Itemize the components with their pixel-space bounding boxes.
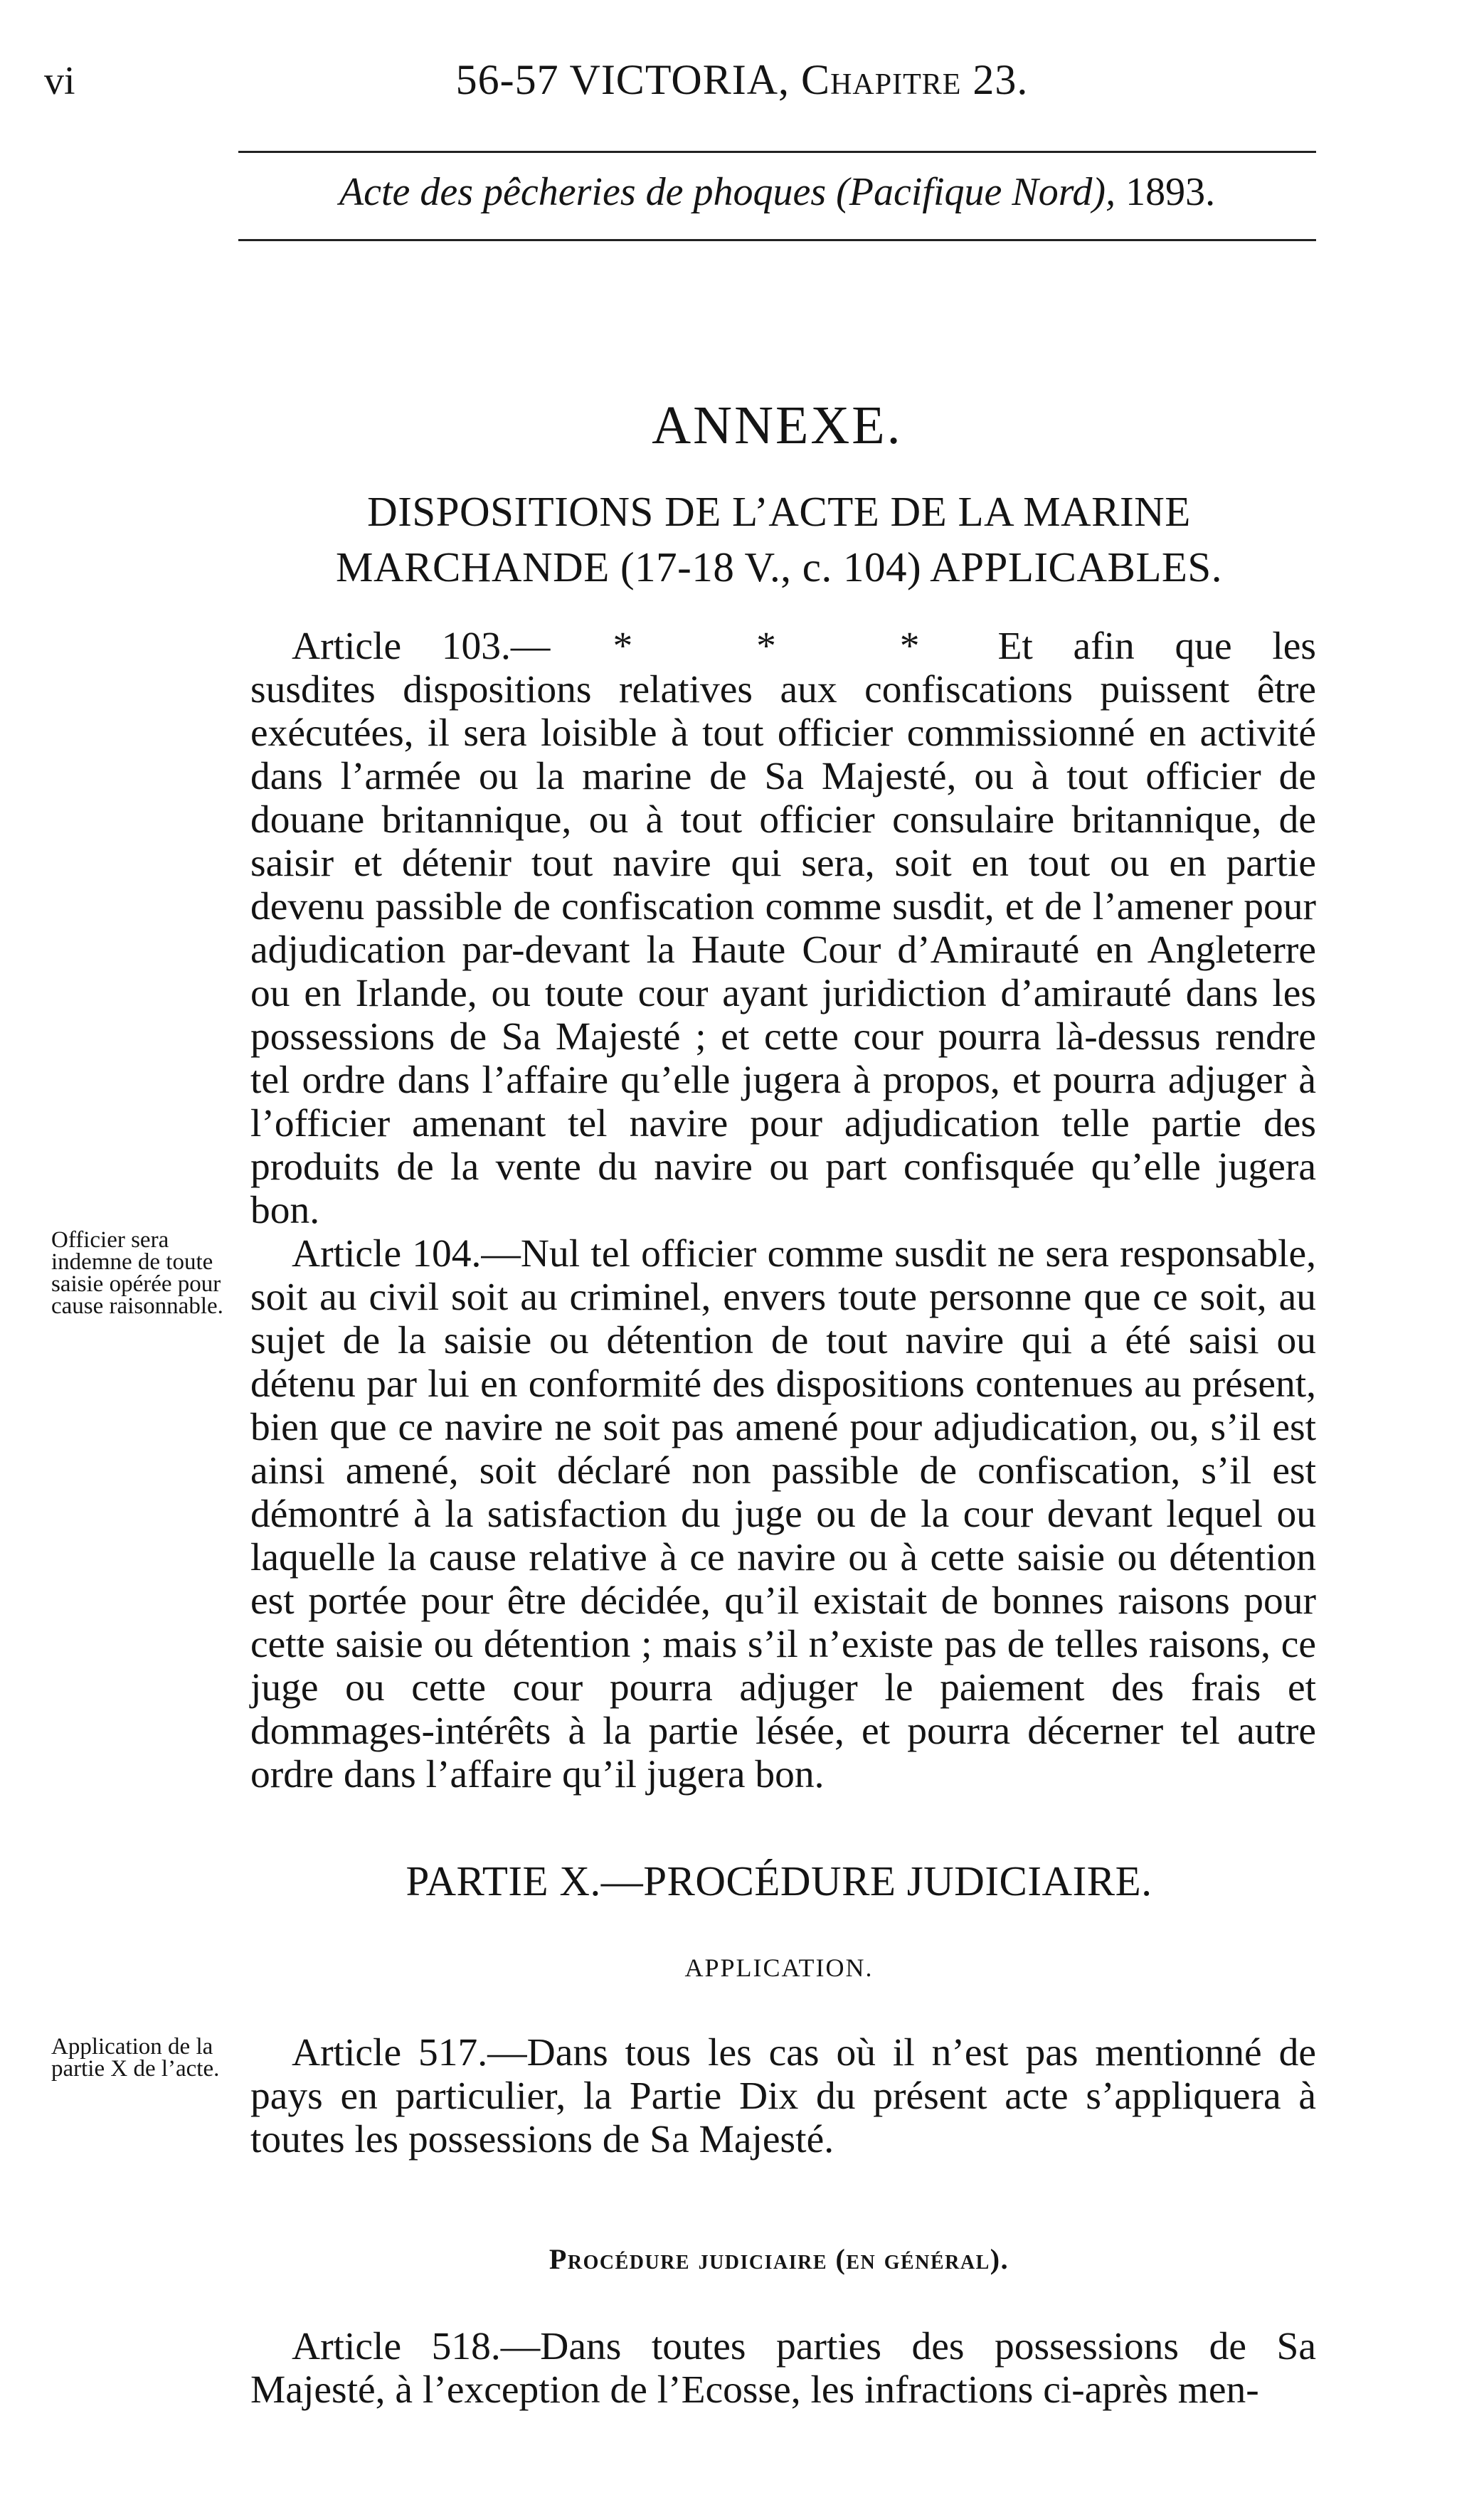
article-518 bbox=[250, 2325, 1316, 2412]
article-517 bbox=[250, 2031, 1316, 2161]
article-104 bbox=[250, 1232, 1316, 1796]
bottom-rule bbox=[238, 239, 1316, 241]
article-517-text: Article 517.—Dans tous les cas où il n’est pas mentionné de pays en particulier, la Partie Dix du présent acte s’appliquera à toutes les possessions de Sa Majesté. bbox=[250, 2031, 1316, 2161]
top-rule bbox=[238, 151, 1316, 153]
application-subheading: APPLICATION. bbox=[684, 1954, 874, 1982]
running-head-main: 56-57 VICTORIA, bbox=[455, 56, 802, 103]
act-title-year: 1893. bbox=[1125, 170, 1216, 214]
ellipsis-stars: * * * bbox=[613, 625, 977, 668]
running-head bbox=[0, 55, 1484, 105]
partie-x-title: PARTIE X.—PROCÉDURE JUDICIAIRE. bbox=[406, 1857, 1152, 1904]
article-518-text: Article 518.—Dans toutes parties des possessions de Sa Majesté, à l’exception de l’Ecosse, les infractions ci-après men- bbox=[250, 2325, 1316, 2412]
margin-note-article-104: Officier sera indemne de toute saisie opérée pour cause raisonnable. bbox=[51, 1227, 223, 1319]
article-103-lead: Article 103.— bbox=[292, 625, 551, 668]
running-head-chapter: Chapitre 23. bbox=[801, 56, 1029, 103]
procedure-generale-subheading: Procédure judiciaire (en général). bbox=[548, 2243, 1009, 2275]
article-103 bbox=[250, 625, 1316, 1232]
annexe-title: ANNEXE. bbox=[652, 396, 903, 455]
margin-note-article-517: Application de la partie X de l’acte. bbox=[51, 2034, 220, 2082]
annexe-subtitle: DISPOSITIONS DE L’ACTE DE LA MARINE MARCHANDE (17-18 V., c. 104) APPLICABLES. bbox=[336, 488, 1222, 590]
article-104-text: Article 104.—Nul tel officier comme susdit ne sera responsable, soit au civil soit au criminel, envers toute personne que ce soit, au sujet de la saisie ou détention de tout navire qui a été saisi ou détenu par lui en conformité des dispositions contenues au présent, bien que ce navire ne soit pas amené pour adjudication, ou, s’il est ainsi amené, soit déclaré non passible de confiscation, s’il est démontré à la satisfaction du juge ou de la cour devant lequel ou laquelle la cause relative à ce navire ou à cette saisie ou détention est portée pour être décidée, qu’il existait de bonnes raisons pour cette saisie ou détention ; mais s’il n’existe pas de telles raisons, ce juge ou cette cour pourra adjuger le paiement des frais et dommages-intérêts à la partie lésée, et pourra décerner tel autre ordre dans l’affaire qu’il jugera bon. bbox=[250, 1232, 1316, 1796]
page-number: vi bbox=[44, 59, 75, 103]
act-title bbox=[238, 169, 1316, 215]
act-title-text: Acte des pêcheries de phoques (Pacifique Nord), bbox=[339, 170, 1126, 214]
article-103-text: Et afin que les susdites dispositions relatives aux confiscations puissent être exécutées, il sera loisible à tout officier commissionné en activité dans l’armée ou la marine de Sa Majesté, ou à tout officier de douane britannique, ou à tout officier consulaire britannique, de saisir et détenir tout navire qui sera, soit en tout ou en partie devenu passible de confiscation comme susdit, et de l’amener pour adjudication par-devant la Haute Cour d’Amirauté en Angleterre ou en Irlande, ou toute cour ayant juridiction d’amirauté dans les possessions de Sa Majesté ; et cette cour pourra là-dessus rendre tel ordre dans l’affaire qu’elle jugera à propos, et pourra adjuger à l’officier amenant tel navire pour adjudication telle partie des produits de la vente du navire ou part confisquée qu’elle jugera bon. bbox=[250, 625, 1316, 1232]
